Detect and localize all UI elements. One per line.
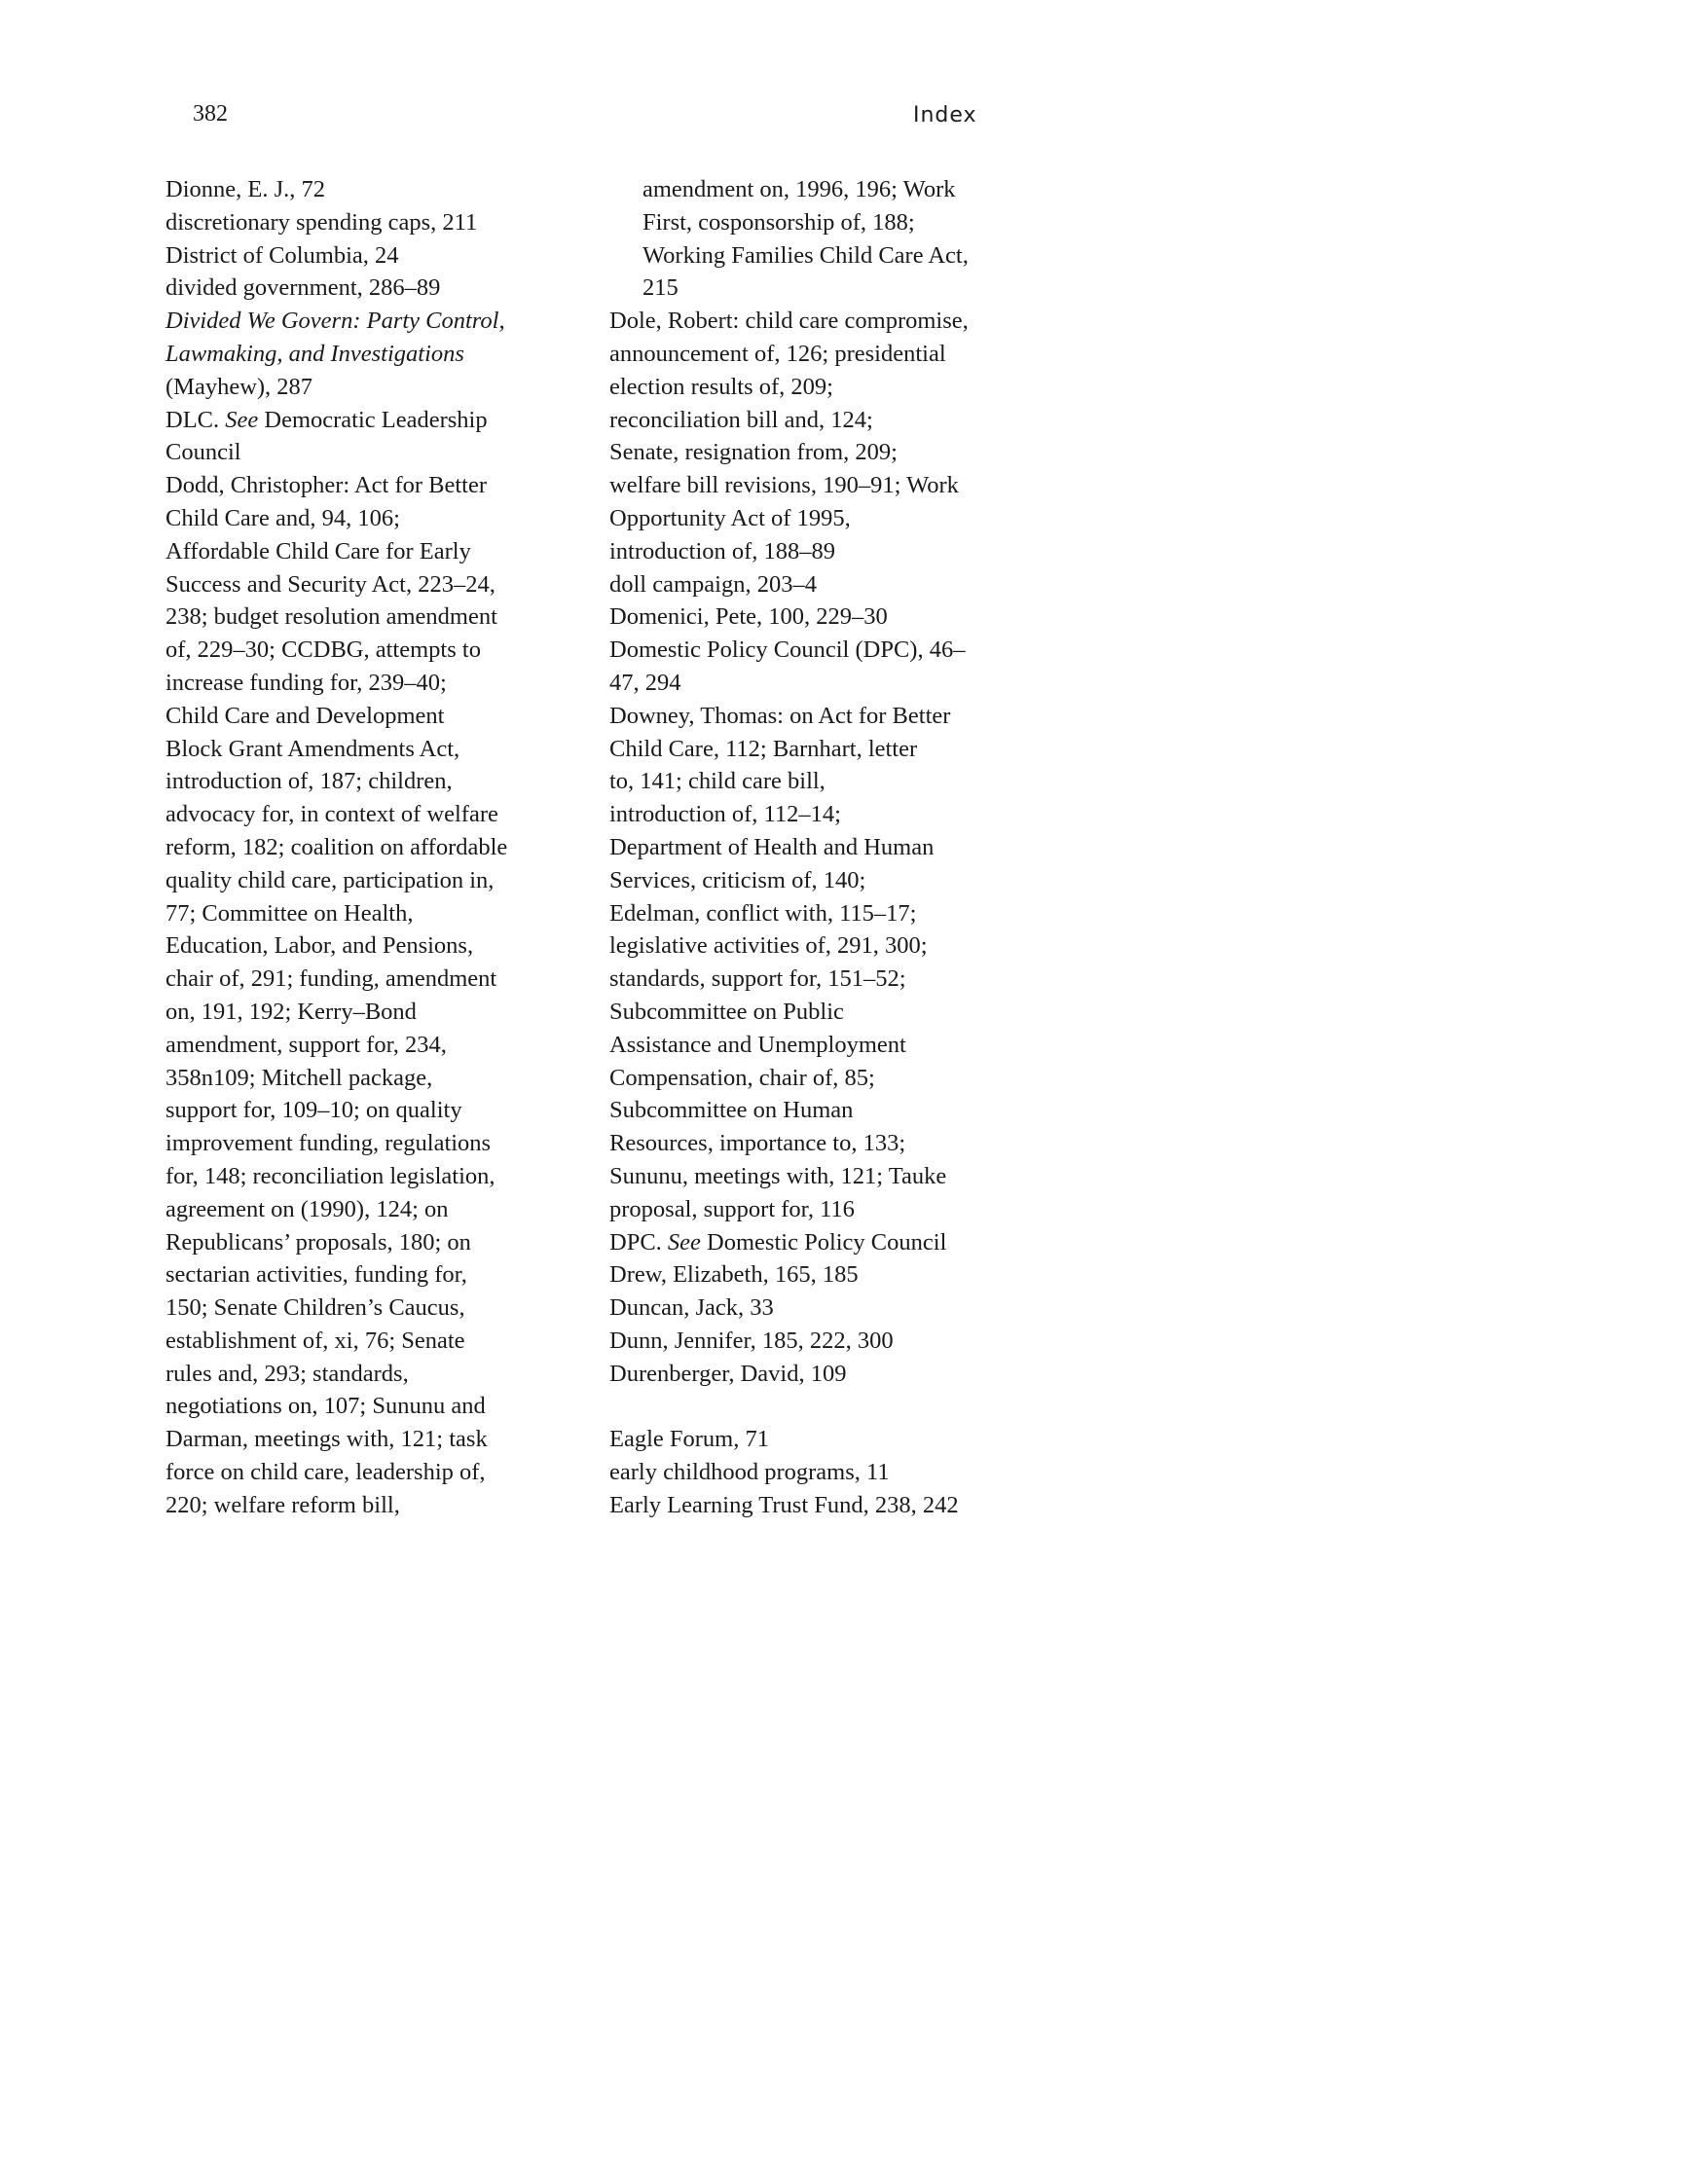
- index-line: Child Care and Development: [165, 702, 445, 729]
- index-entry: [609, 1292, 1038, 1325]
- index-entry: [609, 1423, 1038, 1456]
- index-line: Domestic Policy Council (DPC), 46–: [609, 637, 966, 664]
- index-line: Dole, Robert: child care compromise,: [609, 308, 969, 335]
- index-line: Downey, Thomas: on Act for Better: [609, 702, 951, 729]
- index-line: reform, 182; coalition on affordable: [165, 833, 508, 860]
- index-line: introduction of, 112–14;: [609, 801, 841, 828]
- italic-text: See: [667, 1228, 701, 1256]
- index-line: First, cosponsorship of, 188;: [642, 208, 915, 236]
- index-line: negotiations on, 107; Sununu and: [165, 1393, 486, 1420]
- index-line: Dodd, Christopher: Act for Better: [165, 472, 488, 499]
- index-line: agreement on (1990), 124; on: [165, 1195, 449, 1222]
- index-entry: [165, 469, 574, 1522]
- index-line: on, 191, 192; Kerry–Bond: [165, 998, 417, 1025]
- index-line: Dunn, Jennifer, 185, 222, 300: [609, 1327, 894, 1354]
- index-line: to, 141; child care bill,: [609, 768, 826, 795]
- running-head: Index: [913, 103, 977, 127]
- italic-text: See: [225, 406, 259, 433]
- index-line: 220; welfare reform bill,: [165, 1491, 400, 1518]
- index-entry: [609, 1358, 1038, 1391]
- index-line: quality child care, participation in,: [165, 866, 495, 893]
- index-line: standards, support for, 151–52;: [609, 965, 906, 993]
- index-line: sectarian activities, funding for,: [165, 1261, 467, 1289]
- index-entry: [165, 305, 574, 403]
- index-line: establishment of, xi, 76; Senate: [165, 1327, 465, 1354]
- index-line: Resources, importance to, 133;: [609, 1130, 906, 1157]
- index-entry: [609, 1226, 1038, 1259]
- index-entry: [609, 1325, 1038, 1358]
- index-line: of, 229–30; CCDBG, attempts to: [165, 637, 481, 664]
- index-line: Dionne, E. J., 72: [165, 176, 325, 202]
- index-line: Drew, Elizabeth, 165, 185: [609, 1261, 859, 1289]
- index-entry: [165, 206, 574, 239]
- index-line: Edelman, conflict with, 115–17;: [609, 899, 917, 927]
- index-line: Subcommittee on Human: [609, 1097, 854, 1124]
- index-line: legislative activities of, 291, 300;: [609, 932, 928, 960]
- index-line: 77; Committee on Health,: [165, 899, 414, 927]
- index-line: early childhood programs, 11: [609, 1459, 890, 1486]
- index-line: Department of Health and Human: [609, 833, 935, 860]
- index-entry: [609, 1456, 1038, 1489]
- index-line: Durenberger, David, 109: [609, 1360, 847, 1387]
- index-line: 358n109; Mitchell package,: [165, 1064, 433, 1091]
- index-line: DLC. See Democratic Leadership: [165, 406, 488, 433]
- index-line: Duncan, Jack, 33: [609, 1294, 774, 1322]
- index-line: Working Families Child Care Act,: [642, 241, 969, 269]
- index-line: doll campaign, 203–4: [609, 570, 817, 598]
- index-line: [165, 338, 574, 371]
- index-line: Senate, resignation from, 209;: [609, 439, 898, 466]
- index-entry: [165, 404, 574, 470]
- index-line: Services, criticism of, 140;: [609, 866, 866, 893]
- index-line: reconciliation bill and, 124;: [609, 406, 873, 433]
- index-line: amendment, support for, 234,: [165, 1031, 447, 1058]
- index-entry: [609, 305, 1038, 567]
- index-line: Compensation, chair of, 85;: [609, 1064, 875, 1091]
- index-line: Darman, meetings with, 121; task: [165, 1426, 488, 1453]
- index-line: rules and, 293; standards,: [165, 1360, 409, 1387]
- index-line: proposal, support for, 116: [609, 1195, 855, 1222]
- index-line: increase funding for, 239–40;: [165, 669, 447, 696]
- index-entry: [609, 173, 1038, 305]
- index-line: improvement funding, regulations: [165, 1130, 492, 1157]
- index-line: 238; budget resolution amendment: [165, 603, 497, 631]
- index-line: 215: [642, 274, 679, 302]
- index-line: divided government, 286–89: [165, 274, 441, 302]
- italic-text: Lawmaking, and Investigations: [165, 340, 464, 367]
- index-line: Republicans’ proposals, 180; on: [165, 1228, 471, 1256]
- index-line: election results of, 209;: [609, 373, 833, 400]
- page-number: 382: [193, 101, 228, 127]
- index-line: Council: [165, 439, 241, 466]
- index-line: support for, 109–10; on quality: [165, 1097, 462, 1124]
- index-line: [165, 305, 574, 338]
- index-line: force on child care, leadership of,: [165, 1459, 486, 1486]
- index-column-left: [165, 173, 574, 1522]
- index-entry: [609, 568, 1038, 601]
- index-line: amendment on, 1996, 196; Work: [642, 176, 956, 202]
- index-line: 150; Senate Children’s Caucus,: [165, 1294, 465, 1322]
- index-line: Child Care, 112; Barnhart, letter: [609, 735, 918, 762]
- index-line: advocacy for, in context of welfare: [165, 801, 498, 828]
- index-line: Affordable Child Care for Early: [165, 537, 471, 564]
- index-line: 47, 294: [609, 669, 681, 696]
- index-line: Subcommittee on Public: [609, 998, 844, 1025]
- index-line: Block Grant Amendments Act,: [165, 735, 460, 762]
- index-entry: [609, 1489, 1038, 1522]
- italic-text: Divided We Govern: Party Control,: [165, 308, 505, 335]
- index-line: (Mayhew), 287: [165, 373, 313, 400]
- index-line: chair of, 291; funding, amendment: [165, 965, 497, 993]
- index-line: Early Learning Trust Fund, 238, 242: [609, 1491, 959, 1518]
- index-line: announcement of, 126; presidential: [609, 340, 946, 367]
- index-entry: [609, 1258, 1038, 1292]
- index-entry: [165, 239, 574, 273]
- index-entry: [165, 272, 574, 305]
- index-line: Opportunity Act of 1995,: [609, 504, 851, 531]
- index-line: for, 148; reconciliation legislation,: [165, 1162, 495, 1189]
- index-line: Assistance and Unemployment: [609, 1031, 906, 1058]
- index-entry: [609, 601, 1038, 634]
- index-line: Success and Security Act, 223–24,: [165, 570, 495, 598]
- index-line: Eagle Forum, 71: [609, 1426, 769, 1453]
- index-line: welfare bill revisions, 190–91; Work: [609, 472, 959, 499]
- index-entry: [609, 634, 1038, 700]
- index-column-right: [609, 173, 1038, 1522]
- index-line: Domenici, Pete, 100, 229–30: [609, 603, 888, 631]
- index-line: discretionary spending caps, 211: [165, 208, 478, 236]
- index-entry: [165, 173, 574, 206]
- index-line: Education, Labor, and Pensions,: [165, 932, 474, 960]
- index-line: introduction of, 188–89: [609, 537, 836, 564]
- index-line: DPC. See Domestic Policy Council: [609, 1228, 947, 1256]
- index-line: District of Columbia, 24: [165, 241, 399, 269]
- index-entry: [609, 700, 1038, 1226]
- index-line: introduction of, 187; children,: [165, 768, 453, 795]
- index-line: Child Care and, 94, 106;: [165, 504, 400, 531]
- index-line: Sununu, meetings with, 121; Tauke: [609, 1162, 947, 1189]
